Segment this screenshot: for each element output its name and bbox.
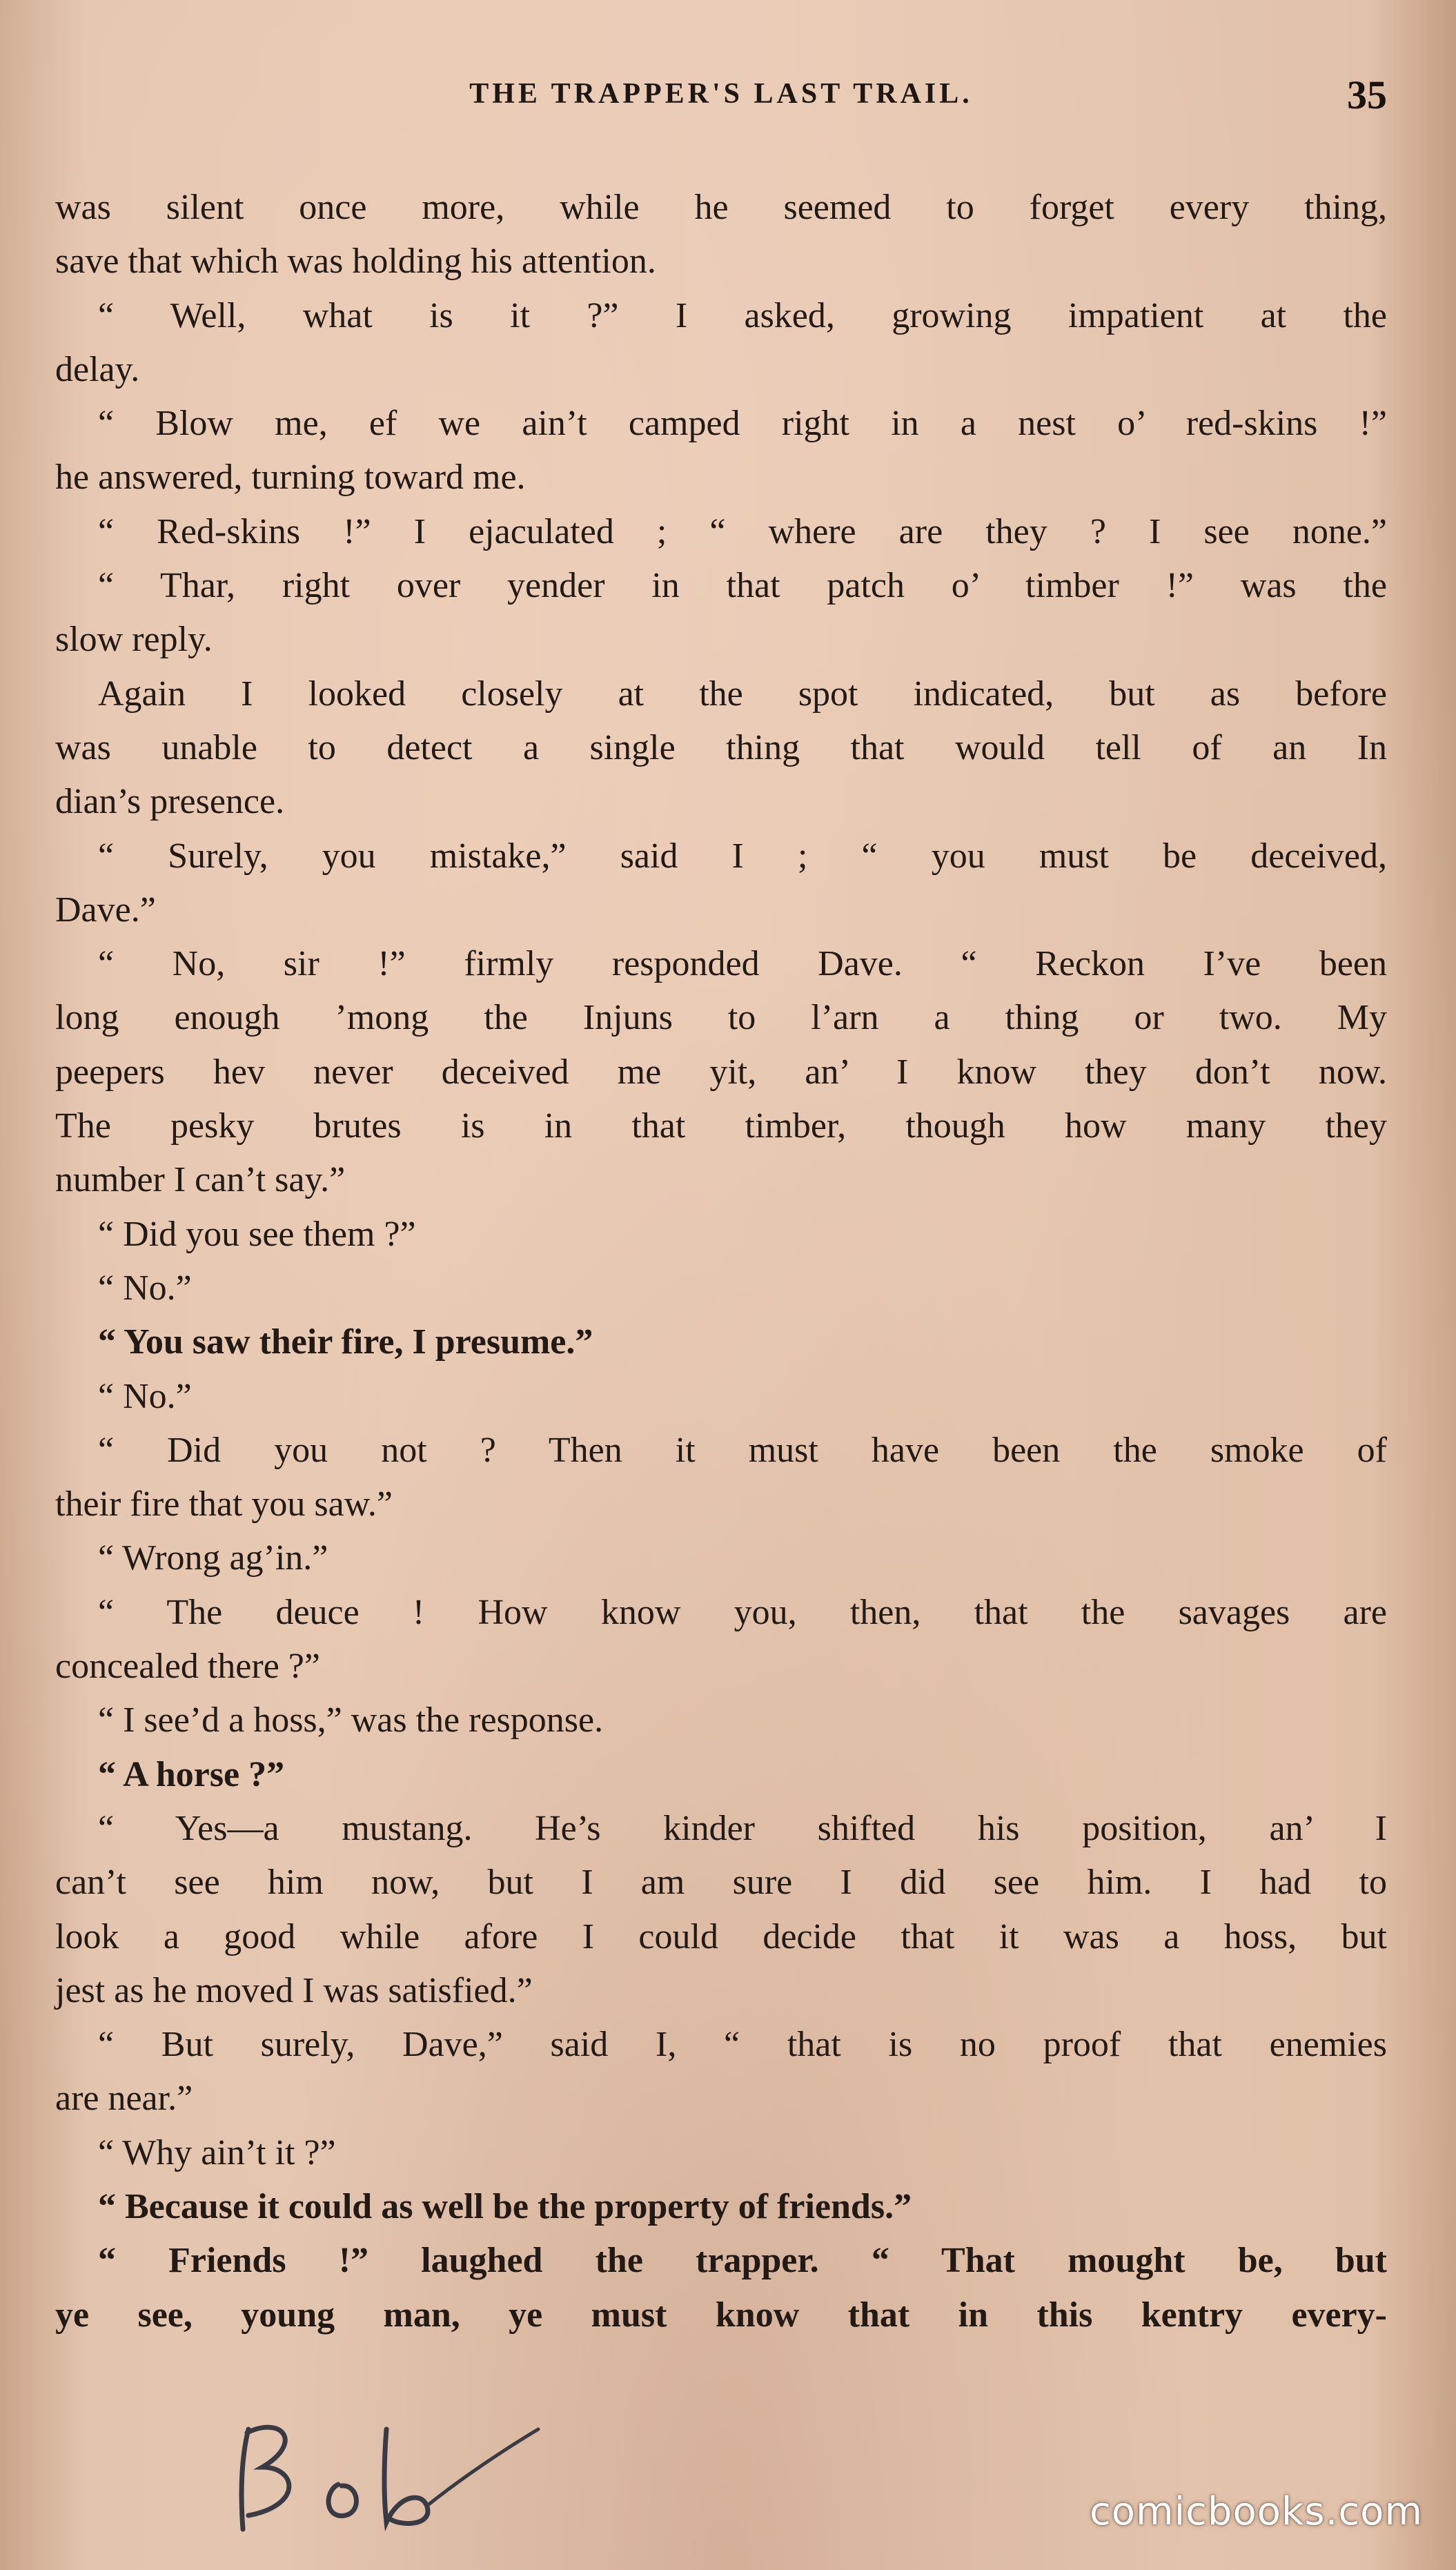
handwritten-signature [221,2402,552,2540]
page-header [55,72,1387,126]
text-line: “ No.” [98,1376,192,1416]
text-line: The pesky brutes is in that timber, though how many they [55,1106,1387,1146]
text-line: ye see, young man, ye must know that in this kentry every- [55,2295,1387,2335]
text-line: delay. [55,349,140,389]
text-line: their fire that you saw.” [55,1484,393,1524]
text-line: “ Did you see them ?” [98,1214,416,1254]
text-line: peepers hev never deceived me yit, an’ I know they don’t now. [55,1052,1387,1092]
text-line: long enough ’mong the Injuns to l’arn a thing or two. My [55,998,1387,1038]
text-line: slow reply. [55,620,213,660]
text-line: was unable to detect a single thing that would tell of an In [55,727,1387,767]
body-text [55,181,1387,2342]
text-line: “ Because it could as well be the property of friends.” [98,2186,912,2226]
page-number: 35 [1347,72,1387,117]
text-line: “ A horse ?” [98,1754,285,1794]
text-line: concealed there ?” [55,1647,320,1687]
text-line: “ The deuce ! How know you, then, that the savages are [98,1592,1387,1632]
text-line: Dave.” [55,890,156,930]
text-line: he answered, turning toward me. [55,458,526,498]
text-line: “ Well, what is it ?” I asked, growing impatient at the [98,295,1387,335]
text-line: was silent once more, while he seemed to forget every thing, [55,188,1387,227]
text-line: look a good while afore I could decide that it was a hoss, but [55,1916,1387,1956]
text-line: “ Thar, right over yender in that patch o’ timber !” was the [98,566,1387,606]
text-line: “ But surely, Dave,” said I, “ that is no proof that enemies [98,2025,1387,2065]
text-line: dian’s presence. [55,782,285,822]
text-line: “ I see’d a hoss,” was the response. [98,1700,604,1740]
running-title: THE TRAPPER'S LAST TRAIL. [469,78,973,110]
text-line: “ Blow me, ef we ain’t camped right in a nest o’ red-skins !” [98,404,1387,444]
text-line: “ No.” [98,1268,192,1308]
text-line: “ Friends !” laughed the trapper. “ That mought be, but [98,2241,1387,2281]
text-line: “ No, sir !” firmly responded Dave. “ Reckon I’ve been [98,944,1387,984]
text-line: save that which was holding his attention. [55,242,656,282]
text-line: can’t see him now, but I am sure I did see him. I had to [55,1863,1387,1903]
text-line: “ Red-skins !” I ejaculated ; “ where are they ? I see none.” [98,511,1387,551]
text-line: are near.” [55,2079,193,2119]
text-line: “ Did you not ? Then it must have been the smoke of [98,1430,1387,1470]
text-line: “ Why ain’t it ?” [98,2132,336,2172]
text-line: number I can’t say.” [55,1160,346,1200]
text-line: “ Yes—a mustang. He’s kinder shifted his position, an’ I [98,1808,1387,1848]
watermark: comicbooks.com [1089,2489,1423,2534]
text-line: “ Surely, you mistake,” said I ; “ you must be deceived, [98,836,1387,876]
text-line: “ You saw their fire, I presume.” [98,1322,593,1362]
text-line: jest as he moved I was satisfied.” [55,1970,533,2010]
text-line: “ Wrong ag’in.” [98,1538,328,1578]
text-line: Again I looked closely at the spot indicated, but as before [98,674,1387,714]
